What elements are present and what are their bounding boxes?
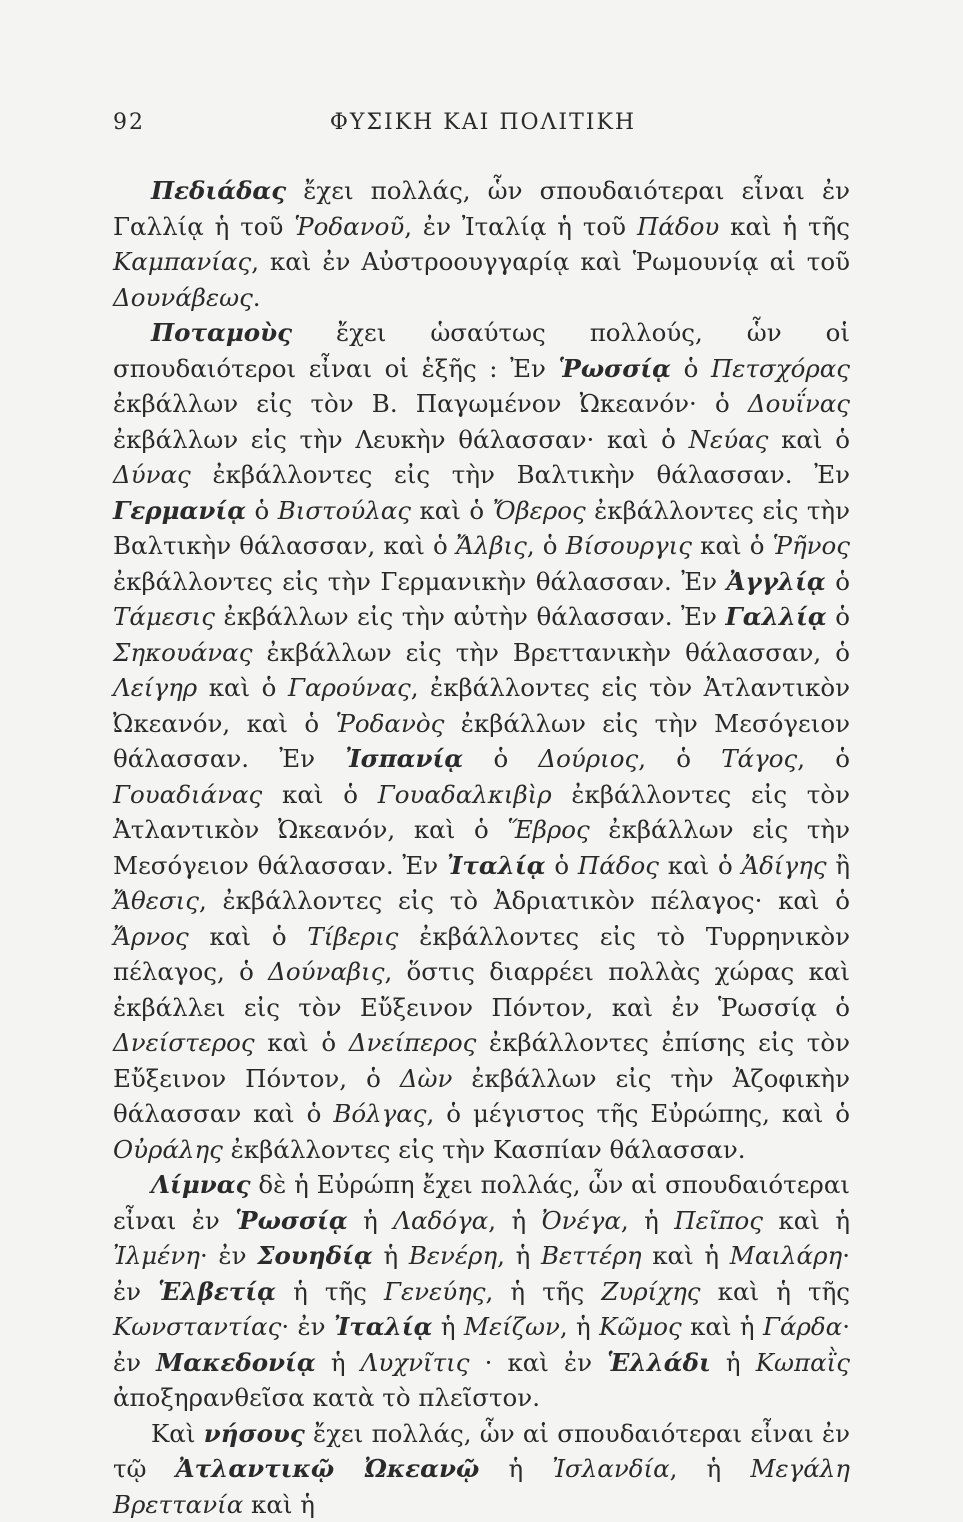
place-name: Ῥοδανὸς bbox=[336, 709, 445, 738]
emphasized-term: Γερμανίᾳ bbox=[113, 496, 246, 525]
emphasized-term: Ἰταλίᾳ bbox=[447, 851, 546, 880]
body-text bbox=[113, 173, 850, 1522]
place-name: Δούναβις bbox=[268, 957, 384, 986]
place-name: Τάγος bbox=[721, 744, 797, 773]
place-name: Γουαδιάνας bbox=[113, 780, 262, 809]
place-name: Σηκουάνας bbox=[113, 638, 252, 667]
emphasized-term: Λίμνας bbox=[151, 1170, 251, 1199]
emphasized-term: Ῥωσσίᾳ bbox=[235, 1206, 347, 1235]
emphasized-term: Γαλλίᾳ bbox=[725, 602, 826, 631]
place-name: Γενεύης bbox=[384, 1277, 485, 1306]
emphasized-term: Πεδιάδας bbox=[151, 176, 286, 205]
place-name: Ἀδίγης bbox=[741, 851, 826, 880]
place-name: Δούριος bbox=[538, 744, 638, 773]
place-name: Ἄθεσις bbox=[113, 886, 199, 915]
place-name: Πετσχόρας bbox=[711, 354, 850, 383]
place-name: Βιστούλας bbox=[278, 496, 411, 525]
place-name: Λυχνῖτις bbox=[361, 1348, 470, 1377]
place-name: Πάδος bbox=[578, 851, 659, 880]
place-name: Δουΐνας bbox=[748, 389, 850, 418]
place-name: Δνείπερος bbox=[349, 1028, 476, 1057]
place-name: Ῥοδανοῦ bbox=[294, 212, 404, 241]
place-name: Ἄλβις bbox=[456, 531, 527, 560]
place-name: Οὐράλης bbox=[113, 1135, 223, 1164]
place-name: Δνείστερος bbox=[113, 1028, 255, 1057]
emphasized-term: Ἰσπανίᾳ bbox=[345, 744, 463, 773]
place-name: Ἕβρος bbox=[507, 815, 589, 844]
emphasized-term: Ποταμοὺς bbox=[151, 318, 292, 347]
place-name: Νεύας bbox=[689, 425, 769, 454]
place-name: Ἄρνος bbox=[113, 922, 189, 951]
place-name: Ὀνέγα bbox=[542, 1206, 621, 1235]
place-name: Δὼν bbox=[400, 1064, 453, 1093]
place-name: Τίβερις bbox=[307, 922, 398, 951]
paragraph-rivers: Ποταμοὺς ἔχει ὡσαύτως πολλούς, ὧν οἱ σπουδαιότεροι εἶναι οἱ ἑξῆς : Ἐν Ῥωσσίᾳ ὁ Πετσχόρας ἐκβάλλων εἰς τὸν Β. Παγωμένον Ὠκεανόν· ὁ Δουΐνας ἐκβάλλων εἰς τὴν Λευκὴν θάλασσαν· καὶ ὁ Νεύας καὶ ὁ Δύνας ἐκβάλλοντες εἰς τὴν Βαλτικὴν θάλασσαν. Ἐν Γερμανίᾳ ὁ Βιστούλας καὶ ὁ Ὄβερος ἐκβάλλοντες εἰς τὴν Βαλτικὴν θάλασσαν, καὶ ὁ Ἄλβις, ὁ Βίσουργις καὶ ὁ Ῥῆνος ἐκβάλλοντες εἰς τὴν Γερμανικὴν θάλασσαν. Ἐν Ἀγγλίᾳ ὁ Τάμεσις ἐκβάλλων εἰς τὴν αὐτὴν θάλασσαν. Ἐν Γαλλίᾳ ὁ Σηκουάνας ἐκβάλλων εἰς τὴν Βρεττανικὴν θάλασσαν, ὁ Λείγηρ καὶ ὁ Γαρούνας, ἐκβάλλοντες εἰς τὸν Ἀτλαντικὸν Ὠκεανόν, καὶ ὁ Ῥοδανὸς ἐκβάλλων εἰς τὴν Μεσόγειον θάλασσαν. Ἐν Ἰσπανίᾳ ὁ Δούριος, ὁ Τάγος, ὁ Γουαδιάνας καὶ ὁ Γουαδαλκιβὶρ ἐκβάλλοντες εἰς τὸν Ἀτλαντικὸν Ὠκεανόν, καὶ ὁ Ἕβρος ἐκβάλλων εἰς τὴν Μεσόγειον θάλασσαν. Ἐν Ἰταλίᾳ ὁ Πάδος καὶ ὁ Ἀδίγης ἢ Ἄθεσις, ἐκβάλλοντες εἰς τὸ Ἀδριατικὸν πέλαγος· καὶ ὁ Ἄρνος καὶ ὁ Τίβερις ἐκβάλλοντες εἰς τὸ Τυρρηνικὸν πέλαγος, ὁ Δούναβις, ὅστις διαρρέει πολλὰς χώρας καὶ ἐκβάλλει εἰς τὸν Εὔξεινον Πόντον, καὶ ἐν Ῥωσσίᾳ ὁ Δνείστερος καὶ ὁ Δνείπερος ἐκβάλλοντες ἐπίσης εἰς τὸν Εὔξεινον Πόντον, ὁ Δὼν ἐκβάλλων εἰς τὴν Ἀζοφικὴν θάλασσαν καὶ ὁ Βόλγας, ὁ μέγιστος τῆς Εὐρώπης, καὶ ὁ Οὐράλης ἐκβάλλοντες εἰς τὴν Κασπίαν θάλασσαν. bbox=[113, 315, 850, 1167]
running-head bbox=[113, 110, 853, 150]
place-name: Μείζων bbox=[464, 1312, 560, 1341]
emphasized-term: Μακεδονίᾳ bbox=[156, 1348, 316, 1377]
place-name: Λαδόγα bbox=[393, 1206, 488, 1235]
emphasized-term: Ἀγγλίᾳ bbox=[727, 567, 826, 596]
place-name: Ἰσλανδία bbox=[552, 1454, 669, 1483]
place-name: Γάρδα bbox=[763, 1312, 842, 1341]
place-name: Βεττέρη bbox=[541, 1241, 642, 1270]
place-name: Γαρούνας bbox=[288, 673, 411, 702]
place-name: Τάμεσις bbox=[113, 602, 215, 631]
place-name: Καμπανίας bbox=[113, 247, 251, 276]
running-title: ΦΥΣΙΚΗ ΚΑΙ ΠΟΛΙΤΙΚΗ bbox=[113, 110, 853, 135]
emphasized-term: Ἑλβετίᾳ bbox=[158, 1277, 276, 1306]
emphasized-term: Ῥωσσίᾳ bbox=[559, 354, 671, 383]
place-name: Κῶμος bbox=[599, 1312, 682, 1341]
place-name: Δουνάβεως bbox=[113, 283, 253, 312]
place-name: Δύνας bbox=[113, 460, 191, 489]
emphasized-term: Ἰταλίᾳ bbox=[334, 1312, 433, 1341]
place-name: Γουαδαλκιβὶρ bbox=[378, 780, 552, 809]
place-name: Ῥῆνος bbox=[773, 531, 850, 560]
place-name: Λείγηρ bbox=[113, 673, 197, 702]
place-name: Κωπαῒς bbox=[756, 1348, 850, 1377]
paragraph-plains: Πεδιάδας ἔχει πολλάς, ὧν σπουδαιότεραι εἶναι ἐν Γαλλίᾳ ἡ τοῦ Ῥοδανοῦ, ἐν Ἰταλίᾳ ἡ τοῦ Πάδου καὶ ἡ τῆς Καμπανίας, καὶ ἐν Αὐστροουγγαρίᾳ καὶ Ῥωμουνίᾳ αἱ τοῦ Δουνάβεως. bbox=[113, 173, 850, 315]
place-name: Βόλγας bbox=[333, 1099, 426, 1128]
emphasized-term: Ἑλλάδι bbox=[607, 1348, 711, 1377]
place-name: Ζυρίχης bbox=[601, 1277, 700, 1306]
paragraph-islands: Καὶ νήσους ἔχει πολλάς, ὧν αἱ σπουδαιότεραι εἶναι ἐν τῷ Ἀτλαντικῷ Ὠκεανῷ ἡ Ἰσλανδία, ἡ Μεγάλη Βρεττανία καὶ ἡ bbox=[113, 1416, 850, 1522]
place-name: Βενέρη bbox=[409, 1241, 497, 1270]
emphasized-term: νήσους bbox=[204, 1419, 305, 1448]
place-name: Μαιλάρη bbox=[730, 1241, 842, 1270]
place-name: Βίσουργις bbox=[566, 531, 692, 560]
place-name: Ὄβερος bbox=[493, 496, 586, 525]
page-number: 92 bbox=[113, 110, 145, 135]
paragraph-lakes: Λίμνας δὲ ἡ Εὐρώπη ἔχει πολλάς, ὧν αἱ σπουδαιότεραι εἶναι ἐν Ῥωσσίᾳ ἡ Λαδόγα, ἡ Ὀνέγα, ἡ Πεῖπος καὶ ἡ Ἰλμένη· ἐν Σουηδίᾳ ἡ Βενέρη, ἡ Βεττέρη καὶ ἡ Μαιλάρη· ἐν Ἑλβετίᾳ ἡ τῆς Γενεύης, ἡ τῆς Ζυρίχης καὶ ἡ τῆς Κωνσταντίας· ἐν Ἰταλίᾳ ἡ Μείζων, ἡ Κῶμος καὶ ἡ Γάρδα· ἐν Μακεδονίᾳ ἡ Λυχνῖτις · καὶ ἐν Ἑλλάδι ἡ Κωπαῒς ἀποξηρανθεῖσα κατὰ τὸ πλεῖστον. bbox=[113, 1167, 850, 1416]
place-name: Ἰλμένη bbox=[113, 1241, 200, 1270]
emphasized-term: Ἀτλαντικῷ Ὠκεανῷ bbox=[176, 1454, 480, 1483]
place-name: Κωνσταντίας bbox=[113, 1312, 281, 1341]
place-name: Πεῖπος bbox=[674, 1206, 763, 1235]
place-name: Πάδου bbox=[637, 212, 719, 241]
place-name: Μεγάλη Βρεττανία bbox=[113, 1454, 850, 1519]
emphasized-term: Σουηδίᾳ bbox=[257, 1241, 373, 1270]
